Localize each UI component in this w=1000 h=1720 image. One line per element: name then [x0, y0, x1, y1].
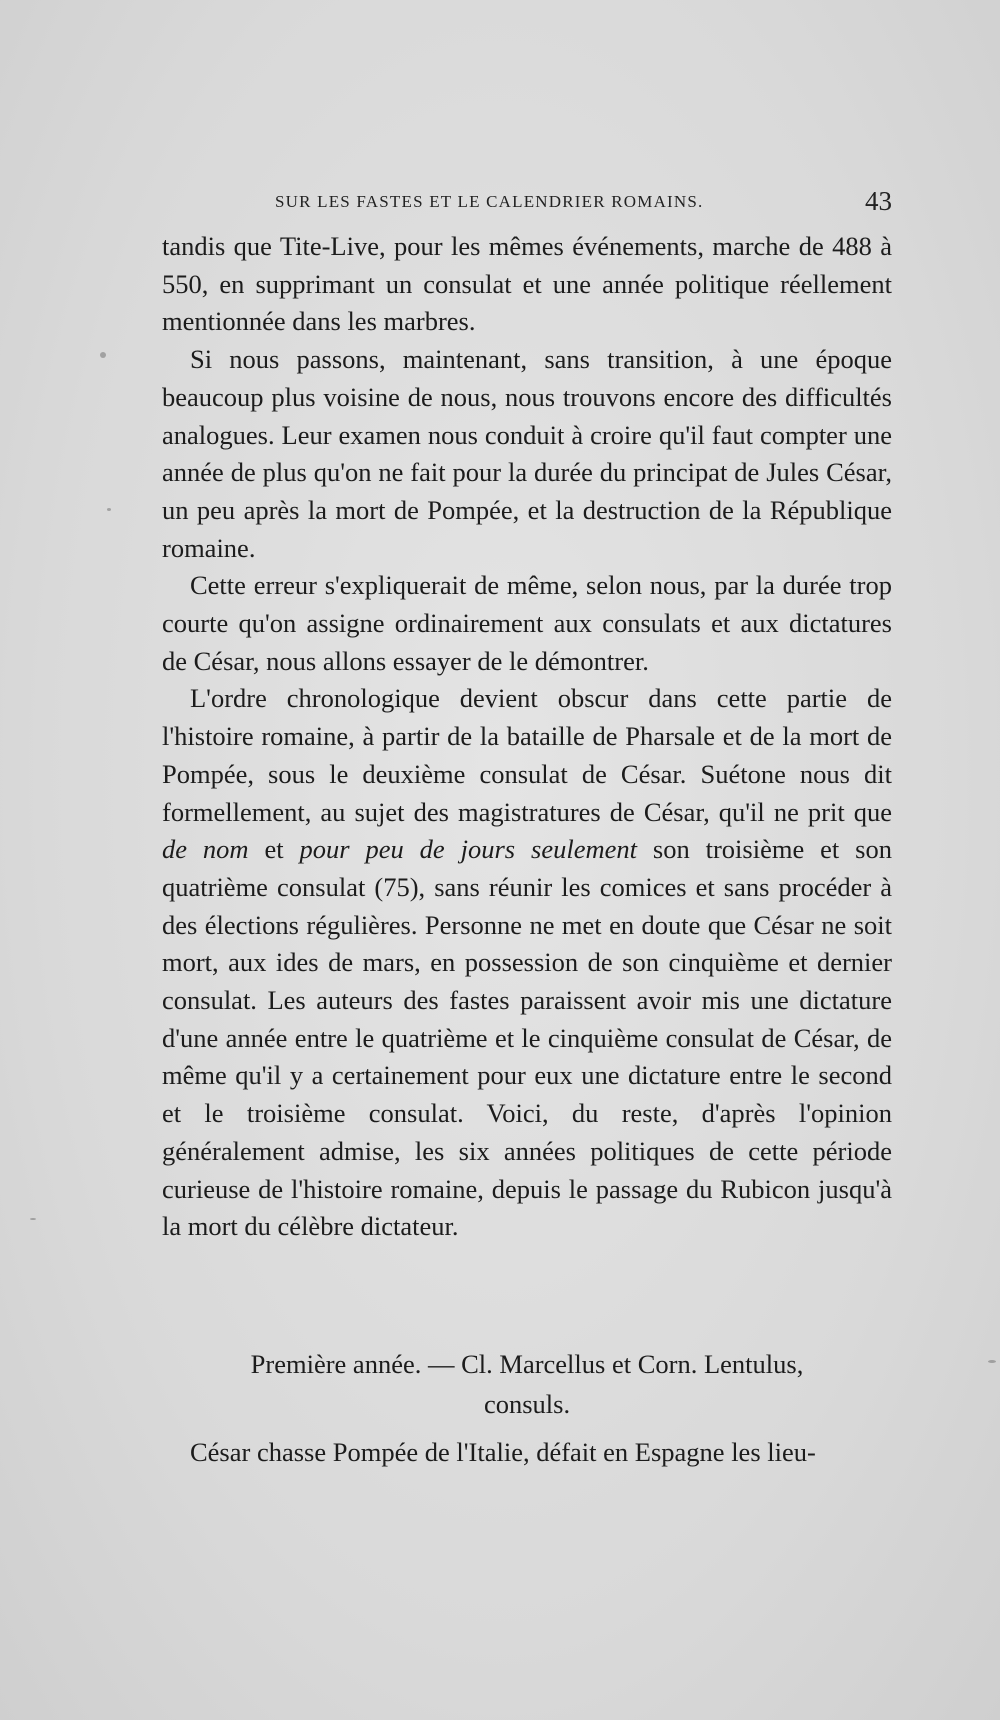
paragraph-2: Si nous passons, maintenant, sans transition, à une époque beaucoup plus voisine de nous, nous trouvons encore des difficultés analogues. Leur examen nous conduit à croire qu'il faut compter une année de plus qu'on ne fait pour la durée du principat de Jules César, un peu après la mort de Pompée, et la destruction de la République romaine. [162, 344, 892, 563]
running-head [275, 186, 892, 222]
paragraph-4-text-a: L'ordre chronologique devient obscur dans cette partie de l'histoire romaine, à partir de la bataille de Pharsale et de la mort de Pompée, sous le deuxième consulat de César. Suétone nous dit formellement, au sujet des magistratures de César, qu'il ne prit que [162, 683, 892, 827]
paragraph-4-text-c: son troisième et son quatrième consulat (75), sans réunir les comices et sans procéder à des élections régulières. Personne ne met en doute que César ne soit mort, aux ides de mars, en possession de son cinquième et dernier consulat. Les auteurs des fastes paraissent avoir mis une dictature d'une année entre le quatrième et le cinquième consulat de César, de même qu'il y a certainement pour eux une dictature entre le second et le troisième consulat. Voici, du reste, d'après l'opinion généralement admise, les six années politiques de cette période curieuse de l'histoire romaine, depuis le passage du Rubicon jusqu'à la mort du célèbre dictateur. [162, 834, 892, 1242]
running-title: SUR LES FASTES ET LE CALENDRIER ROMAINS. [275, 192, 704, 211]
paragraph-4-text-b: et [248, 834, 300, 865]
paper-speck [107, 508, 111, 511]
body-text [162, 228, 892, 1246]
paragraph-4 [162, 680, 892, 1246]
paragraph-3: Cette erreur s'expliquerait de même, selon nous, par la durée trop courte qu'on assigne ordinairement aux consulats et aux dictatures de César, nous allons essayer de le démontrer. [162, 570, 892, 676]
year-heading-line-1: Première année. — Cl. Marcellus et Corn. Lentulus, [250, 1349, 804, 1379]
paper-speck [988, 1360, 996, 1363]
italic-de-nom: de nom [162, 834, 249, 865]
final-line: César chasse Pompée de l'Italie, défait en Espagne les lieu- [190, 1437, 816, 1467]
paper-speck [30, 1218, 36, 1220]
year-heading-line-2: consuls. [483, 1389, 571, 1419]
year-heading [162, 1344, 892, 1424]
page-number: 43 [865, 186, 892, 216]
italic-pour-peu-de-jours: pour peu de jours seulement [299, 834, 637, 865]
paper-speck [100, 352, 106, 358]
paragraph-1: tandis que Tite-Live, pour les mêmes événements, marche de 488 à 550, en supprimant un consulat et une année politique réellement mentionnée dans les marbres. [162, 231, 892, 337]
